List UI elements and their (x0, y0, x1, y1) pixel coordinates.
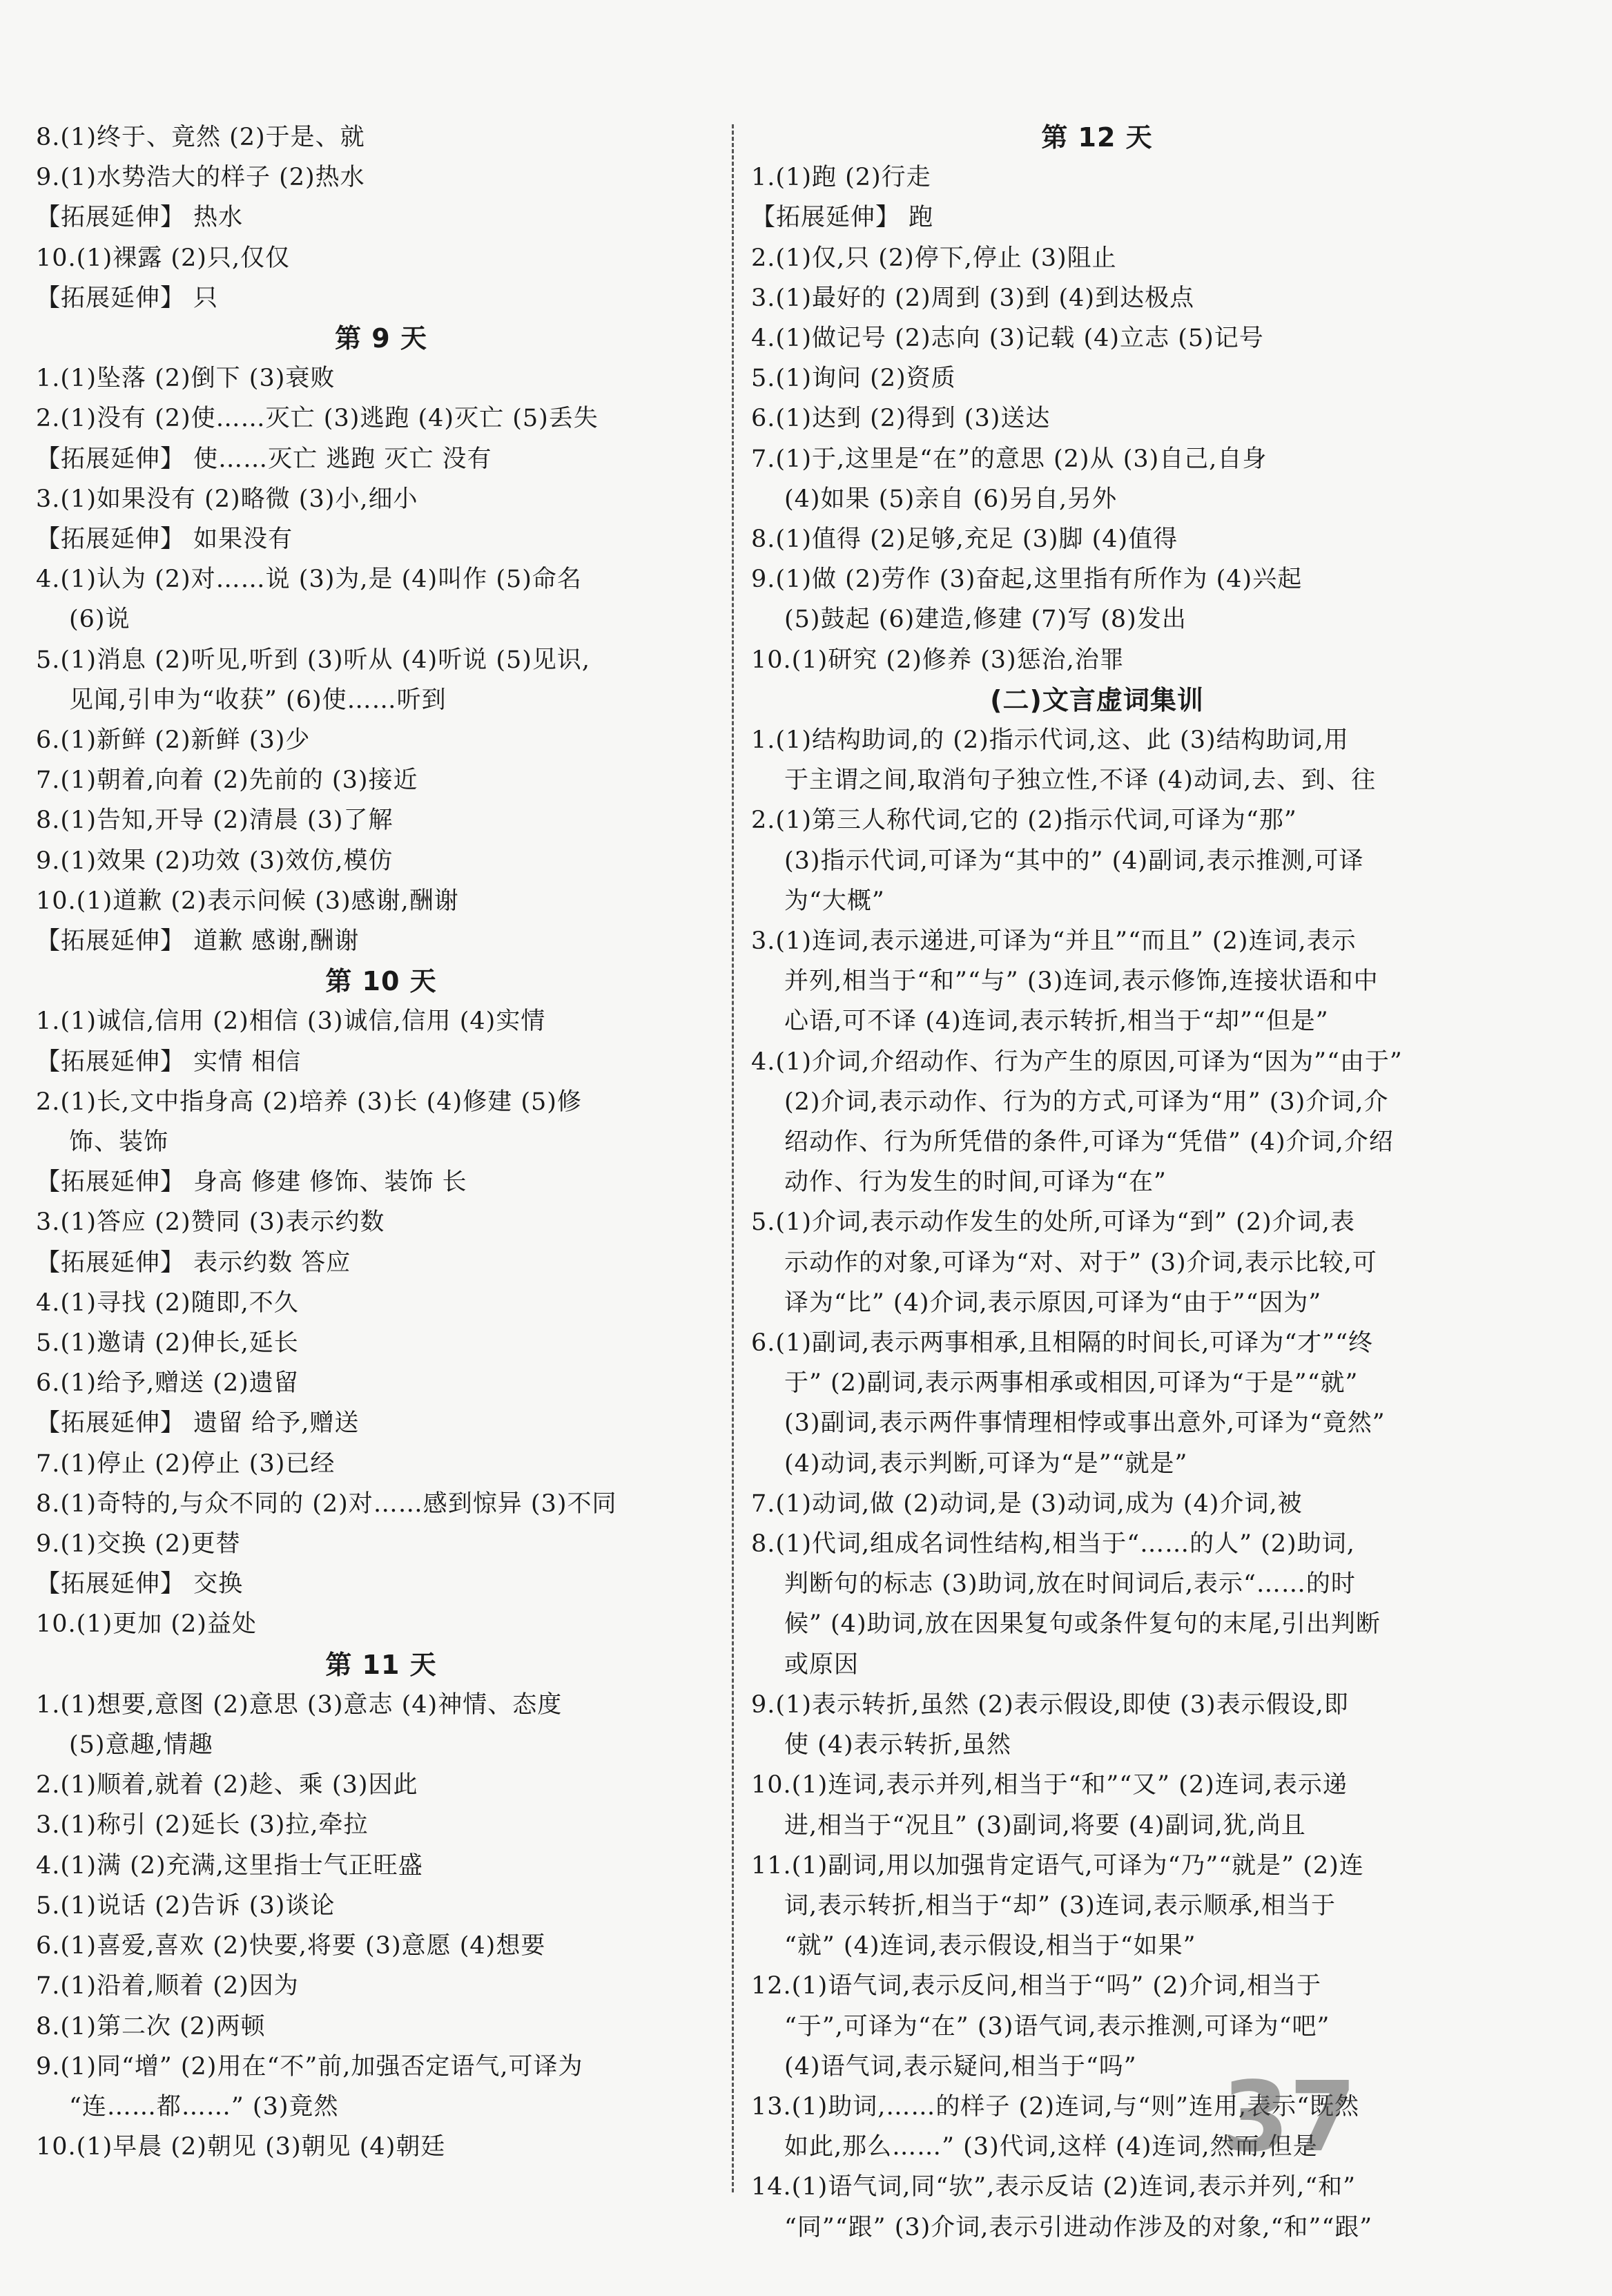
left-column (36, 117, 726, 2213)
answer-line: 9.(1)做 (2)劳作 (3)奋起,这里指有所作为 (4)兴起 (751, 566, 1303, 594)
answer-line: 2.(1)没有 (2)使……灭亡 (3)逃跑 (4)灭亡 (5)丢失 (36, 405, 599, 433)
answer-line: 9.(1)效果 (2)功效 (3)效仿,模仿 (36, 847, 394, 875)
answer-line: 9.(1)水势浩大的样子 (2)热水 (36, 164, 365, 192)
section-heading: 第 9 天 (335, 323, 427, 354)
answer-line: 8.(1)代词,组成名词性结构,相当于“……的人” (2)助词, (751, 1530, 1355, 1559)
answer-line: 1.(1)结构助词,的 (2)指示代词,这、此 (3)结构助词,用 (751, 726, 1349, 755)
extension-line: 【拓展延伸】 遗留 给予,赠送 (36, 1409, 360, 1438)
answer-line-continued: 进,相当于“况且” (3)副词,将要 (4)副词,犹,尚且 (784, 1811, 1306, 1840)
answer-line: 10.(1)研究 (2)修养 (3)惩治,治罪 (751, 646, 1125, 674)
answer-line-continued: (2)介词,表示动作、行为的方式,可译为“用” (3)介词,介 (784, 1088, 1389, 1116)
page-number: 37 (1222, 2061, 1357, 2174)
answer-line: 3.(1)称引 (2)延长 (3)拉,牵拉 (36, 1811, 369, 1840)
answer-line-continued: 并列,相当于“和”“与” (3)连词,表示修饰,连接状语和中 (784, 967, 1379, 996)
answer-line: 8.(1)第二次 (2)两顿 (36, 2012, 266, 2041)
extension-line: 【拓展延伸】 热水 (36, 204, 244, 232)
answer-line: 2.(1)第三人称代词,它的 (2)指示代词,可译为“那” (751, 807, 1297, 835)
answer-line: 8.(1)值得 (2)足够,充足 (3)脚 (4)值得 (751, 525, 1178, 554)
answer-line: 7.(1)停止 (2)停止 (3)已经 (36, 1449, 336, 1478)
answer-line: 12.(1)语气词,表示反问,相当于“吗” (2)介词,相当于 (751, 1972, 1322, 2000)
column-divider (732, 124, 734, 2192)
answer-line-continued: “同”“跟” (3)介词,表示引进动作涉及的对象,“和”“跟” (784, 2213, 1373, 2241)
answer-line-continued: 心语,可不译 (4)连词,表示转折,相当于“却”“但是” (784, 1007, 1329, 1036)
answer-line: 7.(1)朝着,向着 (2)先前的 (3)接近 (36, 766, 418, 795)
extension-line: 【拓展延伸】 只 (36, 284, 219, 312)
answer-line-continued: “就” (4)连词,表示假设,相当于“如果” (784, 1932, 1196, 1960)
answer-line: 2.(1)长,文中指身高 (2)培养 (3)长 (4)修建 (5)修 (36, 1088, 582, 1116)
answer-line: 8.(1)告知,开导 (2)清晨 (3)了解 (36, 807, 394, 835)
answer-line: 4.(1)做记号 (2)志向 (3)记载 (4)立志 (5)记号 (751, 325, 1264, 352)
answer-line: 6.(1)给予,赠送 (2)遗留 (36, 1369, 299, 1398)
answer-line-continued: 动作、行为发生的时间,可译为“在” (784, 1168, 1167, 1197)
section-heading: 第 11 天 (325, 1649, 437, 1680)
answer-line: 5.(1)邀请 (2)伸长,延长 (36, 1329, 299, 1358)
answer-line: 6.(1)达到 (2)得到 (3)送达 (751, 405, 1051, 433)
answer-line-continued: 判断句的标志 (3)助词,放在时间词后,表示“……的时 (784, 1570, 1356, 1599)
answer-line: 8.(1)奇特的,与众不同的 (2)对……感到惊异 (3)不同 (36, 1489, 617, 1518)
answer-line-continued: 于主谓之间,取消句子独立性,不译 (4)动词,去、到、往 (784, 766, 1377, 795)
section-heading: (二)文言虚词集训 (990, 684, 1204, 715)
answer-line: 4.(1)寻找 (2)随即,不久 (36, 1289, 299, 1317)
answer-line: 4.(1)认为 (2)对……说 (3)为,是 (4)叫作 (5)命名 (36, 566, 582, 594)
answer-line: 5.(1)说话 (2)告诉 (3)谈论 (36, 1891, 336, 1920)
answer-line: 3.(1)答应 (2)赞同 (3)表示约数 (36, 1208, 385, 1237)
answer-line-continued: 如此,那么……” (3)代词,这样 (4)连词,然而,但是 (784, 2133, 1318, 2161)
extension-line: 【拓展延伸】 表示约数 答应 (36, 1248, 351, 1277)
extension-line: 【拓展延伸】 实情 相信 (36, 1048, 302, 1076)
extension-line: 【拓展延伸】 身高 修建 修饰、装饰 长 (36, 1168, 467, 1197)
answer-line-continued: 候” (4)助词,放在因果复句或条件复句的末尾,引出判断 (784, 1610, 1381, 1639)
answer-line: 1.(1)跑 (2)行走 (751, 164, 931, 192)
section-heading: 第 10 天 (325, 966, 437, 997)
answer-line-continued: (3)副词,表示两件事情理相悖或事出意外,可译为“竟然” (784, 1409, 1386, 1438)
answer-line-continued: (5)意趣,情趣 (69, 1731, 213, 1759)
answer-line-continued: “于”,可译为“在” (3)语气词,表示推测,可译为“吧” (784, 2012, 1330, 2041)
answer-line: 1.(1)坠落 (2)倒下 (3)衰败 (36, 365, 336, 393)
answer-line: 6.(1)副词,表示两事相承,且相隔的时间长,可译为“才”“终 (751, 1329, 1374, 1358)
answer-line-continued: 词,表示转折,相当于“却” (3)连词,表示顺承,相当于 (784, 1891, 1336, 1920)
answer-line: 5.(1)询问 (2)资质 (751, 365, 956, 393)
answer-line: 1.(1)诚信,信用 (2)相信 (3)诚信,信用 (4)实情 (36, 1007, 546, 1036)
section-heading: 第 12 天 (1041, 122, 1153, 153)
answer-line-continued: 为“大概” (784, 887, 885, 915)
answer-line: 10.(1)更加 (2)益处 (36, 1610, 257, 1639)
answer-line: 11.(1)副词,用以加强肯定语气,可译为“乃”“就是” (2)连 (751, 1851, 1364, 1880)
extension-line: 【拓展延伸】 交换 (36, 1570, 244, 1599)
answer-line: 6.(1)新鲜 (2)新鲜 (3)少 (36, 726, 311, 755)
answer-line: 7.(1)动词,做 (2)动词,是 (3)动词,成为 (4)介词,被 (751, 1489, 1303, 1518)
answer-line: 10.(1)早晨 (2)朝见 (3)朝见 (4)朝廷 (36, 2133, 446, 2161)
answer-line: 9.(1)同“增” (2)用在“不”前,加强否定语气,可译为 (36, 2052, 583, 2081)
answer-line: 7.(1)于,这里是“在”的意思 (2)从 (3)自己,自身 (751, 445, 1268, 473)
answer-line: 8.(1)终于、竟然 (2)于是、就 (36, 124, 365, 151)
answer-line-continued: 译为“比” (4)介词,表示原因,可译为“由于”“因为” (784, 1289, 1322, 1317)
answer-line-continued: (4)如果 (5)亲自 (6)另自,另外 (784, 485, 1118, 513)
answer-line: 9.(1)交换 (2)更替 (36, 1530, 241, 1559)
answer-line-continued: 饰、装饰 (69, 1128, 169, 1157)
answer-line-continued: 使 (4)表示转折,虽然 (784, 1731, 1011, 1759)
answer-line: 4.(1)满 (2)充满,这里指士气正旺盛 (36, 1851, 423, 1880)
answer-line: 4.(1)介词,介绍动作、行为产生的原因,可译为“因为”“由于” (751, 1048, 1403, 1076)
answer-line-continued: 见闻,引申为“收获” (6)使……听到 (69, 686, 447, 714)
answer-line-continued: “连……都……” (3)竟然 (69, 2092, 339, 2121)
answer-line: 5.(1)消息 (2)听见,听到 (3)听从 (4)听说 (5)见识, (36, 646, 591, 674)
answer-line-continued: 于” (2)副词,表示两事相承或相因,可译为“于是”“就” (784, 1369, 1359, 1398)
answer-line: 10.(1)裸露 (2)只,仅仅 (36, 244, 291, 272)
answer-line-continued: (3)指示代词,可译为“其中的” (4)副词,表示推测,可译 (784, 847, 1364, 875)
extension-line: 【拓展延伸】 跑 (751, 204, 934, 232)
answer-line-continued: (4)动词,表示判断,可译为“是”“就是” (784, 1449, 1188, 1478)
answer-line: 9.(1)表示转折,虽然 (2)表示假设,即使 (3)表示假设,即 (751, 1690, 1349, 1719)
answer-line: 14.(1)语气词,同“欤”,表示反诘 (2)连词,表示并列,“和” (751, 2173, 1357, 2201)
answer-line: 3.(1)如果没有 (2)略微 (3)小,细小 (36, 485, 418, 513)
answer-line: 3.(1)最好的 (2)周到 (3)到 (4)到达极点 (751, 284, 1195, 312)
answer-line-continued: 绍动作、行为所凭借的条件,可译为“凭借” (4)介词,介绍 (784, 1128, 1394, 1157)
answer-line: 13.(1)助词,……的样子 (2)连词,与“则”连用,表示“既然 (751, 2092, 1359, 2121)
answer-line-continued: 或原因 (784, 1650, 860, 1679)
right-column (751, 117, 1443, 2241)
answer-line: 2.(1)顺着,就着 (2)趁、乘 (3)因此 (36, 1771, 418, 1800)
extension-line: 【拓展延伸】 使……灭亡 逃跑 灭亡 没有 (36, 445, 492, 473)
answer-line: 10.(1)连词,表示并列,相当于“和”“又” (2)连词,表示递 (751, 1771, 1348, 1800)
answer-line-continued: (5)鼓起 (6)建造,修建 (7)写 (8)发出 (784, 606, 1187, 634)
answer-line-continued: (6)说 (69, 606, 130, 634)
answer-line: 7.(1)沿着,顺着 (2)因为 (36, 1972, 299, 2000)
extension-line: 【拓展延伸】 如果没有 (36, 525, 293, 554)
answer-line-continued: (4)语气词,表示疑问,相当于“吗” (784, 2052, 1137, 2081)
answer-line: 6.(1)喜爱,喜欢 (2)快要,将要 (3)意愿 (4)想要 (36, 1932, 546, 1960)
answer-line: 2.(1)仅,只 (2)停下,停止 (3)阻止 (751, 244, 1117, 272)
answer-line: 3.(1)连词,表示递进,可译为“并且”“而且” (2)连词,表示 (751, 927, 1357, 956)
answer-line: 10.(1)道歉 (2)表示问候 (3)感谢,酬谢 (36, 887, 459, 915)
extension-line: 【拓展延伸】 道歉 感谢,酬谢 (36, 927, 360, 956)
answer-line: 5.(1)介词,表示动作发生的处所,可译为“到” (2)介词,表 (751, 1208, 1355, 1237)
answer-line: 1.(1)想要,意图 (2)意思 (3)意志 (4)神情、态度 (36, 1690, 563, 1719)
answer-line-continued: 示动作的对象,可译为“对、对于” (3)介词,表示比较,可 (784, 1248, 1377, 1277)
